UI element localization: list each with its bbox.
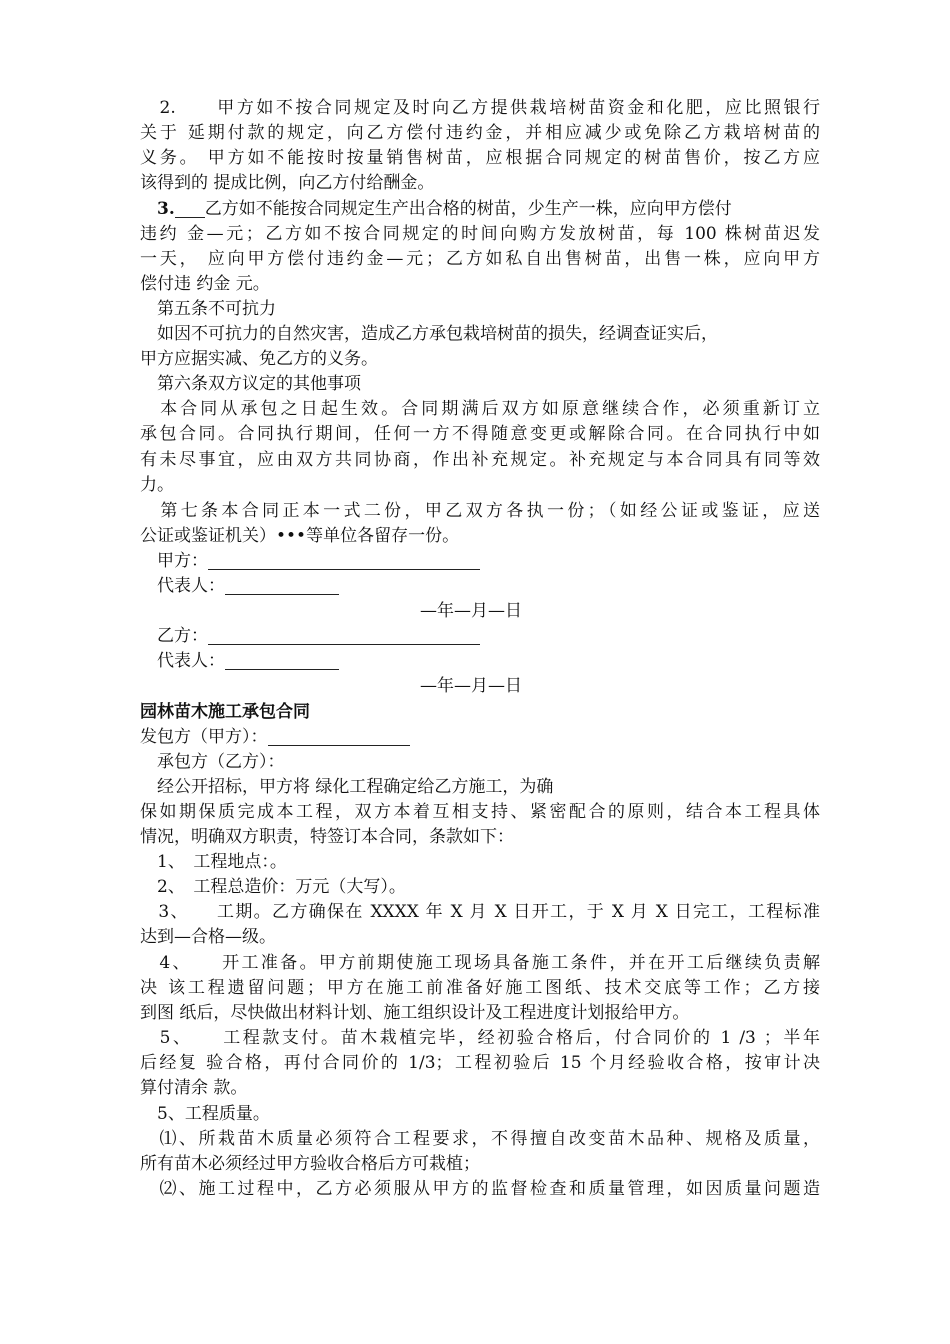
text-line: 2、 工程总造价：万元（大写）。 — [140, 877, 406, 897]
date-line: —年—月—日 — [420, 676, 522, 696]
text-line: ⑴、所栽苗木质量必须符合工程要求，不得擅自改变苗木品种、规格及质量， — [140, 1129, 820, 1149]
text-line: 5、 工程款支付。苗木栽植完毕，经初验合格后，付合同价的 1 /3 ；半年 — [140, 1028, 820, 1048]
representative-a-line — [140, 574, 820, 598]
text-line: 公证或鉴证机关）•••等单位各留存一份。 — [140, 526, 460, 546]
text-line: 甲方应据实减、免乙方的义务。 — [140, 349, 378, 369]
text-line: 4、 开工准备。甲方前期使施工现场具备施工条件，并在开工后继续负责解 — [140, 953, 820, 973]
party-b-label: 乙方： — [140, 626, 208, 646]
contractor-label: 发包方（甲方）： — [140, 727, 268, 747]
section-heading: 第六条双方议定的其他事项 — [140, 374, 361, 394]
text-line: 决 该工程遗留问题；甲方在施工前准备好施工图纸、技术交底等工作；乙方接 — [140, 978, 820, 998]
text-line: 有未尽事宜，应由双方共同协商，作出补充规定。补充规定与本合同具有同等效 — [140, 450, 820, 470]
text-line: 保如期保质完成本工程，双方本着互相支持、紧密配合的原则，结合本工程具体 — [140, 802, 820, 822]
text-line: 力。 — [140, 475, 174, 495]
representative-label: 代表人： — [140, 576, 225, 596]
text-line: 到图 纸后，尽快做出材料计划、施工组织设计及工程进度计划报给甲方。 — [140, 1003, 690, 1023]
text-line: 第七条本合同正本一式二份，甲乙双方各执一份；（如经公证或鉴证，应送 — [140, 501, 820, 521]
text-line: 2. 甲方如不按合同规定及时向乙方提供栽培树苗资金和化肥，应比照银行 — [140, 98, 820, 118]
text-line: 3、 工期。乙方确保在 XXXX 年 X 月 X 日开工，于 X 月 X 日完工，工程标准 — [140, 902, 820, 922]
blank-underline — [175, 199, 205, 218]
text-line: 该得到的 提成比例，向乙方付给酬金。 — [140, 173, 435, 193]
text-line: 后经复 验合格，再付合同价的 1/3；工程初验后 15 个月经验收合格，按审计决 — [140, 1053, 820, 1073]
text-line: 一天， 应向甲方偿付违约金—元；乙方如私自出售树苗，出售一株，应向甲方 — [140, 249, 820, 269]
text-line: ⑵、施工过程中，乙方必须服从甲方的监督检查和质量管理，如因质量问题造 — [140, 1179, 820, 1199]
blank-underline — [225, 576, 339, 595]
text-line: 达到—合格—级。 — [140, 927, 276, 947]
party-a-signature-line — [140, 549, 820, 573]
text-line: 本合同从承包之日起生效。合同期满后双方如原意继续合作，必须重新订立 — [140, 399, 820, 419]
text-line: 经公开招标，甲方将 绿化工程确定给乙方施工，为确 — [140, 777, 554, 797]
text-line: 偿付违 约金 元。 — [140, 274, 270, 294]
representative-b-line — [140, 649, 820, 673]
text-line: 所有苗木必须经过甲方验收合格后方可栽植； — [140, 1154, 480, 1174]
subcontractor-line: 承包方（乙方）： — [140, 752, 285, 772]
clause-text: 乙方如不能按合同规定生产出合格的树苗，少生产一株，应向甲方偿付 — [204, 199, 732, 219]
text-line: 5、工程质量。 — [140, 1104, 270, 1124]
party-a-label: 甲方： — [140, 551, 208, 571]
party-b-signature-line — [140, 624, 820, 648]
text-line: 关于 延期付款的规定，向乙方偿付违约金，并相应减少或免除乙方栽培树苗的 — [140, 123, 820, 143]
contractor-line — [140, 725, 820, 749]
representative-label: 代表人： — [140, 651, 225, 671]
date-line: —年—月—日 — [420, 601, 522, 621]
blank-underline — [268, 727, 410, 746]
clause-3-line — [140, 197, 820, 221]
section-heading: 第五条不可抗力 — [140, 299, 276, 319]
blank-underline — [225, 651, 339, 670]
text-line: 算付清余 款。 — [140, 1078, 248, 1098]
text-line: 义务。 甲方如不能按时按量销售树苗，应根据合同规定的树苗售价，按乙方应 — [140, 148, 820, 168]
text-line: 违约 金—元；乙方如不按合同规定的时间向购方发放树苗，每 100 株树苗迟发 — [140, 224, 820, 244]
text-line: 情况，明确双方职责，特签订本合同，条款如下： — [140, 827, 514, 847]
text-line: 承包合同。合同执行期间，任何一方不得随意变更或解除合同。在合同执行中如 — [140, 424, 820, 444]
text-line: 1、 工程地点：。 — [140, 852, 287, 872]
contract-title: 园林苗木施工承包合同 — [140, 702, 310, 722]
text-line: 如因不可抗力的自然灾害，造成乙方承包栽培树苗的损失，经调查证实后， — [140, 324, 718, 344]
blank-underline — [208, 626, 480, 645]
clause-number: 3. — [140, 199, 175, 219]
blank-underline — [208, 551, 480, 570]
